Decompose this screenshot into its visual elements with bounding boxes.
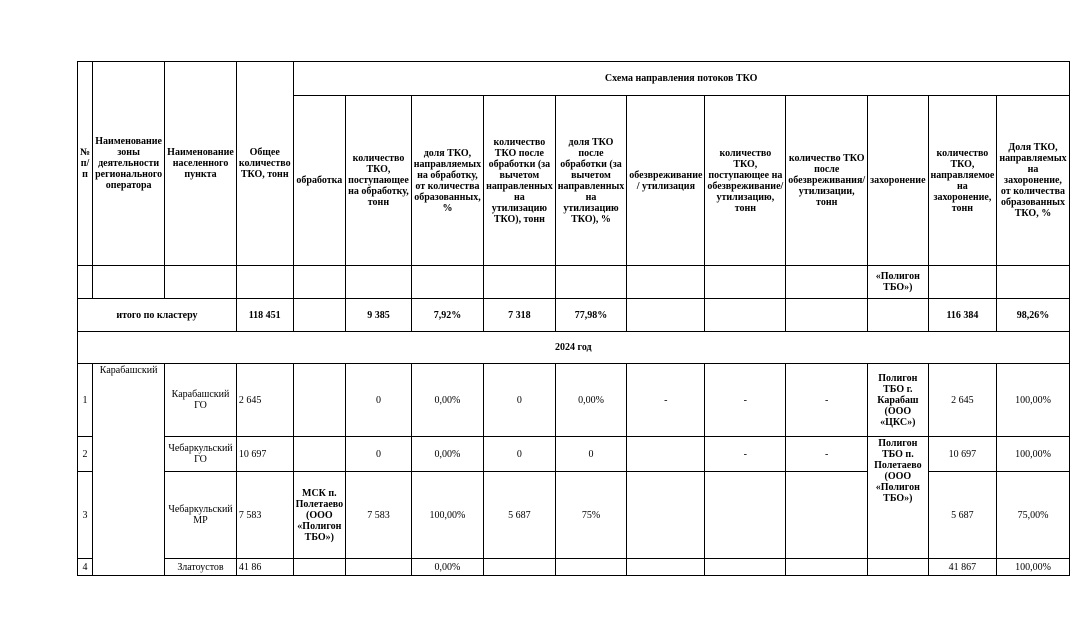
cluster-total-label: итого по кластеру	[78, 299, 237, 332]
row-burial: Полигон ТБО п. Полетаево (ООО «Полигон ТБО»)	[868, 437, 928, 559]
row-qty-after-neutralization: -	[786, 364, 868, 437]
header-row-1	[78, 62, 1070, 96]
header-locality: Наименование населенного пункта	[165, 62, 237, 266]
row-share-after-processing: 0	[555, 437, 627, 472]
year-label: 2024 год	[78, 332, 1070, 364]
row-qty-after-processing	[484, 559, 556, 576]
header-share-burial: Доля ТКО, направляемых на захоронение, от количества образованных ТКО, %	[997, 96, 1069, 266]
row-locality: Златоустов	[165, 559, 237, 576]
header-num: № п/п	[78, 62, 93, 266]
header-qty-after-neutralization: количество ТКО после обезвреживания/утилизации, тонн	[786, 96, 868, 266]
row-total: 2 645	[236, 364, 293, 437]
header-total: Общее количество ТКО, тонн	[236, 62, 293, 266]
row-qty-to-neutralization: -	[705, 364, 786, 437]
row-qty-after-neutralization: -	[786, 437, 868, 472]
row-qty-after-neutralization	[786, 472, 868, 559]
row-qty-to-neutralization: -	[705, 437, 786, 472]
cluster-total-qty-to-processing: 9 385	[346, 299, 412, 332]
header-qty-after-processing: количество ТКО после обработки (за вычетом направленных на утилизацию ТКО), тонн	[484, 96, 556, 266]
cluster-total-total: 118 451	[236, 299, 293, 332]
cluster-total-share-burial: 98,26%	[997, 299, 1069, 332]
row-total: 41 86	[236, 559, 293, 576]
row-num: 3	[78, 472, 93, 559]
row-qty-burial: 10 697	[928, 437, 997, 472]
row-share-after-processing: 75%	[555, 472, 627, 559]
table-row	[78, 364, 1070, 437]
header-processing: обработка	[293, 96, 346, 266]
row-qty-to-processing: 0	[346, 437, 412, 472]
row-num: 1	[78, 364, 93, 437]
table-row	[78, 437, 1070, 472]
row-qty-to-neutralization	[705, 559, 786, 576]
cluster-total-qty-after-processing: 7 318	[484, 299, 556, 332]
row-neutralization: -	[627, 364, 705, 437]
header-burial: захоронение	[868, 96, 928, 266]
row-total: 7 583	[236, 472, 293, 559]
row-share-processing: 100,00%	[411, 472, 483, 559]
cluster-total-share-processing: 7,92%	[411, 299, 483, 332]
row-processing: МСК п. Полетаево (ООО «Полигон ТБО»)	[293, 472, 346, 559]
row-share-burial: 100,00%	[997, 364, 1069, 437]
pre-row-burial: «Полигон ТБО»)	[868, 266, 928, 299]
row-locality: Карабашский ГО	[165, 364, 237, 437]
header-zone: Наименование зоны деятельности регионального оператора	[93, 62, 165, 266]
row-share-burial: 100,00%	[997, 437, 1069, 472]
row-share-burial: 75,00%	[997, 472, 1069, 559]
row-qty-after-neutralization	[786, 559, 868, 576]
row-share-after-processing	[555, 559, 627, 576]
row-locality: Чебаркульский МР	[165, 472, 237, 559]
header-qty-burial: количество ТКО, направляемое на захоронение, тонн	[928, 96, 997, 266]
row-qty-burial: 5 687	[928, 472, 997, 559]
header-share-after-processing: доля ТКО после обработки (за вычетом направленных на утилизацию ТКО), %	[555, 96, 627, 266]
row-share-processing: 0,00%	[411, 437, 483, 472]
row-share-processing: 0,00%	[411, 364, 483, 437]
row-qty-after-processing: 0	[484, 364, 556, 437]
row-share-burial: 100,00%	[997, 559, 1069, 576]
header-neutralization: обезвреживание / утилизация	[627, 96, 705, 266]
row-burial	[868, 559, 928, 576]
row-qty-to-neutralization	[705, 472, 786, 559]
cluster-total-row	[78, 299, 1070, 332]
header-qty-to-neutralization: количество ТКО, поступающее на обезвреживание/утилизацию, тонн	[705, 96, 786, 266]
row-share-after-processing: 0,00%	[555, 364, 627, 437]
row-qty-to-processing	[346, 559, 412, 576]
row-neutralization	[627, 472, 705, 559]
row-num: 2	[78, 437, 93, 472]
cluster-total-share-after-processing: 77,98%	[555, 299, 627, 332]
row-share-processing: 0,00%	[411, 559, 483, 576]
header-scheme: Схема направления потоков ТКО	[293, 62, 1069, 96]
row-processing	[293, 559, 346, 576]
row-total: 10 697	[236, 437, 293, 472]
pre-row	[78, 266, 1070, 299]
row-qty-burial: 41 867	[928, 559, 997, 576]
row-locality: Чебаркульский ГО	[165, 437, 237, 472]
row-num: 4	[78, 559, 93, 576]
year-row	[78, 332, 1070, 364]
table-row	[78, 559, 1070, 576]
tko-flow-table	[77, 61, 1070, 576]
row-qty-after-processing: 5 687	[484, 472, 556, 559]
row-qty-after-processing: 0	[484, 437, 556, 472]
cluster-total-qty-burial: 116 384	[928, 299, 997, 332]
row-processing	[293, 364, 346, 437]
row-neutralization	[627, 437, 705, 472]
header-qty-to-processing: количество ТКО, поступающее на обработку, тонн	[346, 96, 412, 266]
row-qty-burial: 2 645	[928, 364, 997, 437]
header-share-processing: доля ТКО, направляемых на обработку, от количества образованных, %	[411, 96, 483, 266]
row-qty-to-processing: 0	[346, 364, 412, 437]
row-zone: Карабашский	[93, 364, 165, 576]
row-neutralization	[627, 559, 705, 576]
row-qty-to-processing: 7 583	[346, 472, 412, 559]
row-burial: Полигон ТБО г. Карабаш (ООО «ЦКС»)	[868, 364, 928, 437]
row-processing	[293, 437, 346, 472]
